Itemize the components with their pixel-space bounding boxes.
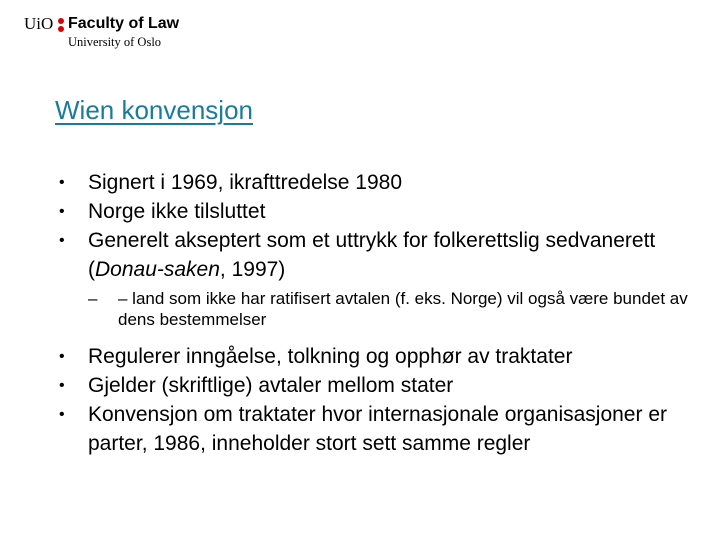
uio-logo-text: UiO xyxy=(24,14,54,33)
bullet-icon: • xyxy=(59,348,65,365)
bullet-icon: • xyxy=(59,232,65,249)
logo-dots-icon xyxy=(58,17,64,33)
sub-bullet-list xyxy=(55,288,705,330)
bullet-item xyxy=(55,371,705,400)
university-name: University of Oslo xyxy=(68,35,162,49)
slide-content xyxy=(55,168,705,458)
bullet-icon: • xyxy=(59,377,65,394)
case-name: Donau-saken xyxy=(95,258,220,281)
sub-bullet-text: – land som ikke har ratifisert avtalen (f. eks. Norge) vil også være bundet av dens bestemmelser xyxy=(118,289,688,329)
bullet-text: Regulerer inngåelse, tolkning og opphør av traktater xyxy=(88,345,573,368)
bullet-text: Signert i 1969, ikrafttredelse 1980 xyxy=(88,171,403,194)
faculty-logo xyxy=(24,14,284,54)
slide-title: Wien konvensjon xyxy=(55,95,253,125)
dash-icon: – xyxy=(88,289,98,308)
faculty-name: Faculty of Law xyxy=(68,15,180,32)
bullet-icon: • xyxy=(59,406,65,423)
bullet-icon: • xyxy=(59,203,65,220)
bullet-item xyxy=(55,342,705,371)
bullet-item xyxy=(55,400,705,458)
bullet-text: Norge ikke tilsluttet xyxy=(88,200,266,223)
bullet-text: Generelt akseptert som et uttrykk for folkerettslig sedvanerett (Donau-saken, 1997) xyxy=(88,229,656,281)
bullet-item xyxy=(55,197,705,226)
bullet-list-top xyxy=(55,168,705,284)
bullet-text: Gjelder (skriftlige) avtaler mellom stater xyxy=(88,374,454,397)
sub-bullet-item xyxy=(55,288,705,330)
bullet-icon: • xyxy=(59,174,65,191)
bullet-item xyxy=(55,168,705,197)
bullet-item xyxy=(55,226,705,284)
bullet-list-bottom xyxy=(55,342,705,458)
bullet-text: Konvensjon om traktater hvor internasjonale organisasjoner er parter, 1986, inneholder stort sett samme regler xyxy=(88,403,667,455)
